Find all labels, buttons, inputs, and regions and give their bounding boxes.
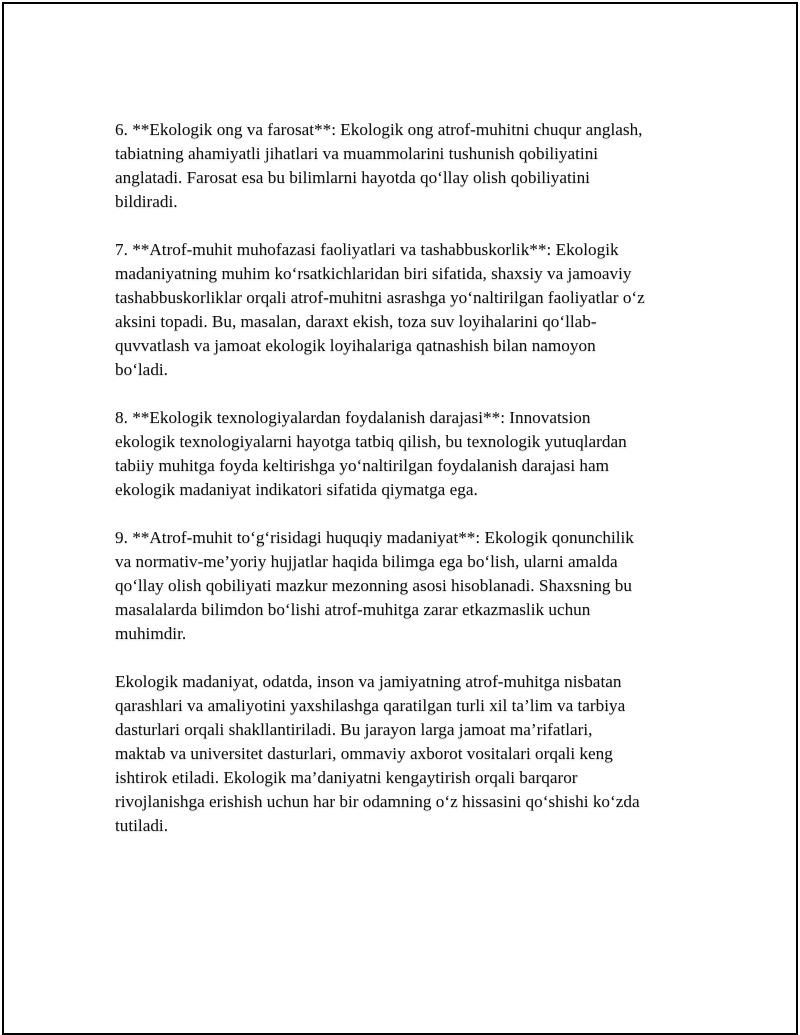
paragraph-conclusion: Ekologik madaniyat, odatda, inson va jamiyatning atrof-muhitga nisbatan qarashlari va amaliyotini yaxshilashga qaratilgan turli xil ta’lim va tarbiya dasturlari orqali shakllantiriladi. Bu jarayon larga jamoat ma’rifatlari, maktab va universitet dasturlari, ommaviy axborot vositalari orqali keng ishtirok etiladi. Ekologik ma’daniyatni kengaytirish orqali barqaror rivojlanishga erishish uchun har bir odamning o‘z hissasini qo‘shishi ko‘zda tutiladi. xyxy=(115,672,640,835)
paragraph-7-environmental-protection: 7. **Atrof-muhit muhofazasi faoliyatlari va tashabbuskorlik**: Ekologik madaniyatning muhim ko‘rsatkichlaridan biri sifatida, shaxsiy va jamoaviy tashabbuskorliklar orqali atrof-muhitni asrashga yo‘naltirilgan faoliyatlar o‘z aksini topadi. Bu, masalan, daraxt ekish, toza suv loyihalarini qo‘llab- quvvatlash va jamoat ekologik loyihalariga qatnashish bilan namoyon bo‘ladi. xyxy=(115,240,645,379)
paragraph-9-legal-culture: 9. **Atrof-muhit to‘g‘risidagi huquqiy madaniyat**: Ekologik qonunchilik va normativ-me’yoriy hujjatlar haqida bilimga ega bo‘lish, ularni amalda qo‘llay olish qobiliyati mazkur mezonning asosi hisoblanadi. Shaxsning bu masalalarda bilimdon bo‘lishi atrof-muhitga zarar etkazmaslik uchun muhimdir. xyxy=(115,528,634,643)
document-body xyxy=(115,118,695,862)
paragraph-6-ecological-awareness: 6. **Ekologik ong va farosat**: Ekologik ong atrof-muhitni chuqur anglash, tabiatning ahamiyatli jihatlari va muammolarini tushunish qobiliyatini anglatadi. Farosat esa bu bilimlarni hayotda qo‘llay olish qobiliyatini bildiradi. xyxy=(115,120,643,211)
paragraph-8-ecological-technologies: 8. **Ekologik texnologiyalardan foydalanish darajasi**: Innovatsion ekologik texnologiyalarni hayotga tatbiq qilish, bu texnologik yutuqlardan tabiiy muhitga foyda keltirishga yo‘naltirilgan foydalanish darajasi ham ekologik madaniyat indikatori sifatida qiymatga ega. xyxy=(115,408,627,499)
